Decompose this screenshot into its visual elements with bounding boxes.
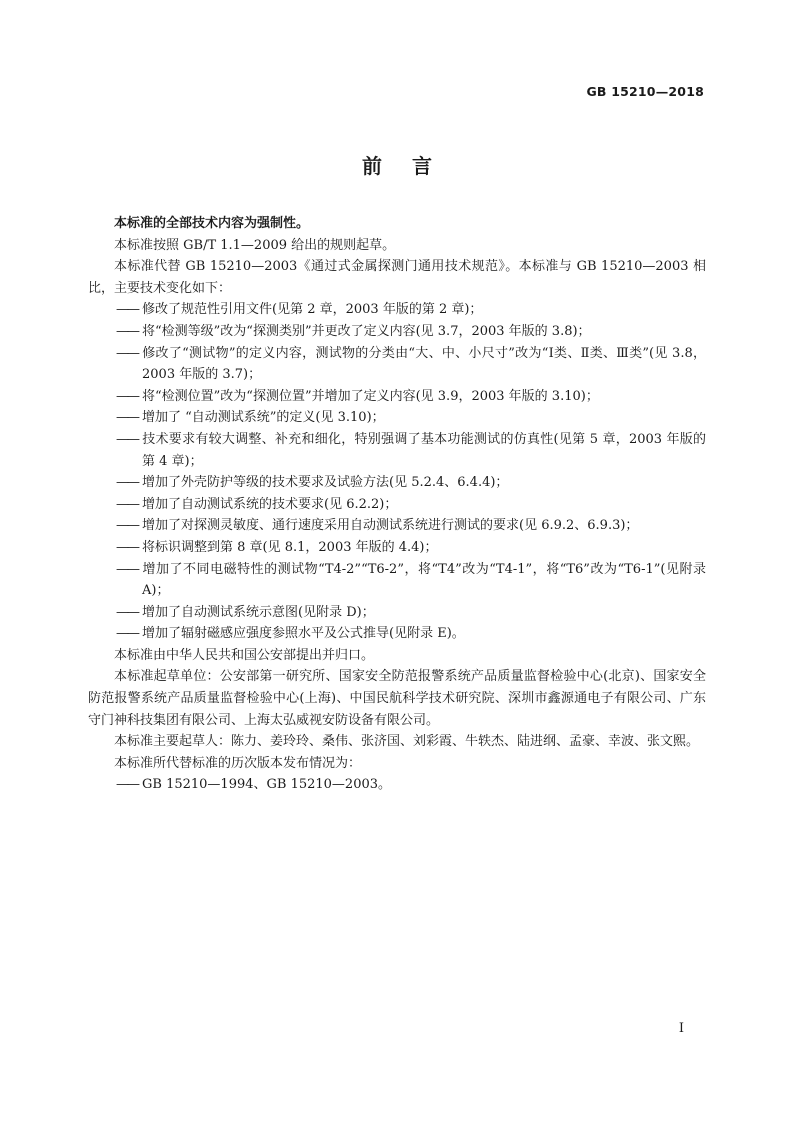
dash-mark: —— [116,604,138,620]
list-item [88,386,706,408]
mandatory-statement: 本标准的全部技术内容为强制性。 [114,216,310,231]
dash-mark: —— [116,388,138,404]
list-item-text: 增加了 “自动测试系统”的定义(见 3.10)； [142,410,385,426]
dash-mark: —— [116,777,138,793]
history-list [88,774,706,796]
list-item [88,537,706,559]
list-item [88,623,706,645]
list-item-text: 修改了“测试物”的定义内容，测试物的分类由“大、中、小尺寸”改为“Ⅰ类、Ⅱ类、Ⅲ类”(见 3.8，2003 年版的 3.7)； [142,345,706,383]
list-item [88,321,706,343]
dash-mark: —— [116,626,138,642]
dash-mark: —— [116,323,138,339]
list-item [88,559,706,602]
list-item-text: 将标识调整到第 8 章(见 8.1，2003 年版的 4.4)； [142,539,438,555]
dash-mark: —— [116,518,138,534]
list-item [88,515,706,537]
drafters-paragraph: 本标准主要起草人：陈力、姜玲玲、桑伟、张济国、刘彩霞、牛轶杰、陆进纲、孟豪、幸波、张文熙。 [114,734,700,750]
dash-mark: —— [116,345,138,361]
list-item-text: 增加了自动测试系统的技术要求(见 6.2.2)； [142,496,398,512]
list-item [88,429,706,472]
dash-mark: —— [116,302,138,318]
list-item-text: 增加了对探测灵敏度、通行速度采用自动测试系统进行测试的要求(见 6.9.2、6.9.3)； [142,518,639,534]
list-item [88,494,706,516]
page-title-char: 言 [412,154,432,178]
list-item [88,343,706,386]
dash-mark: —— [116,410,138,426]
standard-code: GB 15210—2018 [586,84,704,99]
list-item-text: 技术要求有较大调整、补充和细化，特别强调了基本功能测试的仿真性(见第 5 章，2003 年版的第 4 章)； [142,431,706,469]
list-item-text: 增加了自动测试系统示意图(见附录 D)； [142,604,375,620]
list-item-text: 将“检测等级”改为“探测类别”并更改了定义内容(见 3.7，2003 年版的 3.8)； [142,323,591,339]
list-item [88,472,706,494]
page-title-char: 前 [362,154,382,178]
page-title [0,150,794,179]
list-item-text: 增加了外壳防护等级的技术要求及试验方法(见 5.2.4、6.4.4)； [142,475,509,491]
dash-mark: —— [116,539,138,555]
list-item-text: 增加了辐射磁感应强度参照水平及公式推导(见附录 E)。 [142,626,465,642]
drafting-rules-paragraph: 本标准按照 GB/T 1.1—2009 给出的规则起草。 [114,237,396,253]
list-item-text: 修改了规范性引用文件(见第 2 章，2003 年版的第 2 章)； [142,302,483,318]
list-item [88,774,706,796]
page-number: I [678,1021,684,1036]
drafting-units-paragraph: 本标准起草单位：公安部第一研究所、国家安全防范报警系统产品质量监督检验中心(北京)、国家安全防范报警系统产品质量监督检验中心(上海)、中国民航科学技术研究院、深圳市鑫源通电子有限公司、广东守门神科技集团有限公司、上海太弘威视安防设备有限公司。 [88,669,706,728]
list-item [88,299,706,321]
changes-list [88,299,706,645]
list-item-text: 增加了不同电磁特性的测试物“T4-2”“T6-2”，将“T4”改为“T4-1”，将“T6”改为“T6-1”(见附录 A)； [142,561,706,599]
list-item-text: GB 15210—1994、GB 15210—2003。 [142,777,392,793]
list-item-text: 将“检测位置”改为“探测位置”并增加了定义内容(见 3.9，2003 年版的 3.10)； [142,388,599,404]
list-item [88,407,706,429]
dash-mark: —— [116,496,138,512]
dash-mark: —— [116,475,138,491]
list-item [88,602,706,624]
history-intro-paragraph: 本标准所代替标准的历次版本发布情况为： [114,755,362,771]
dash-mark: —— [116,561,138,577]
dash-mark: —— [116,431,138,447]
foreword-body [88,213,706,796]
replacement-paragraph: 本标准代替 GB 15210—2003《通过式金属探测门通用技术规范》。本标准与 GB 15210—2003 相比，主要技术变化如下： [88,259,706,296]
proposer-paragraph: 本标准由中华人民共和国公安部提出并归口。 [114,647,375,663]
